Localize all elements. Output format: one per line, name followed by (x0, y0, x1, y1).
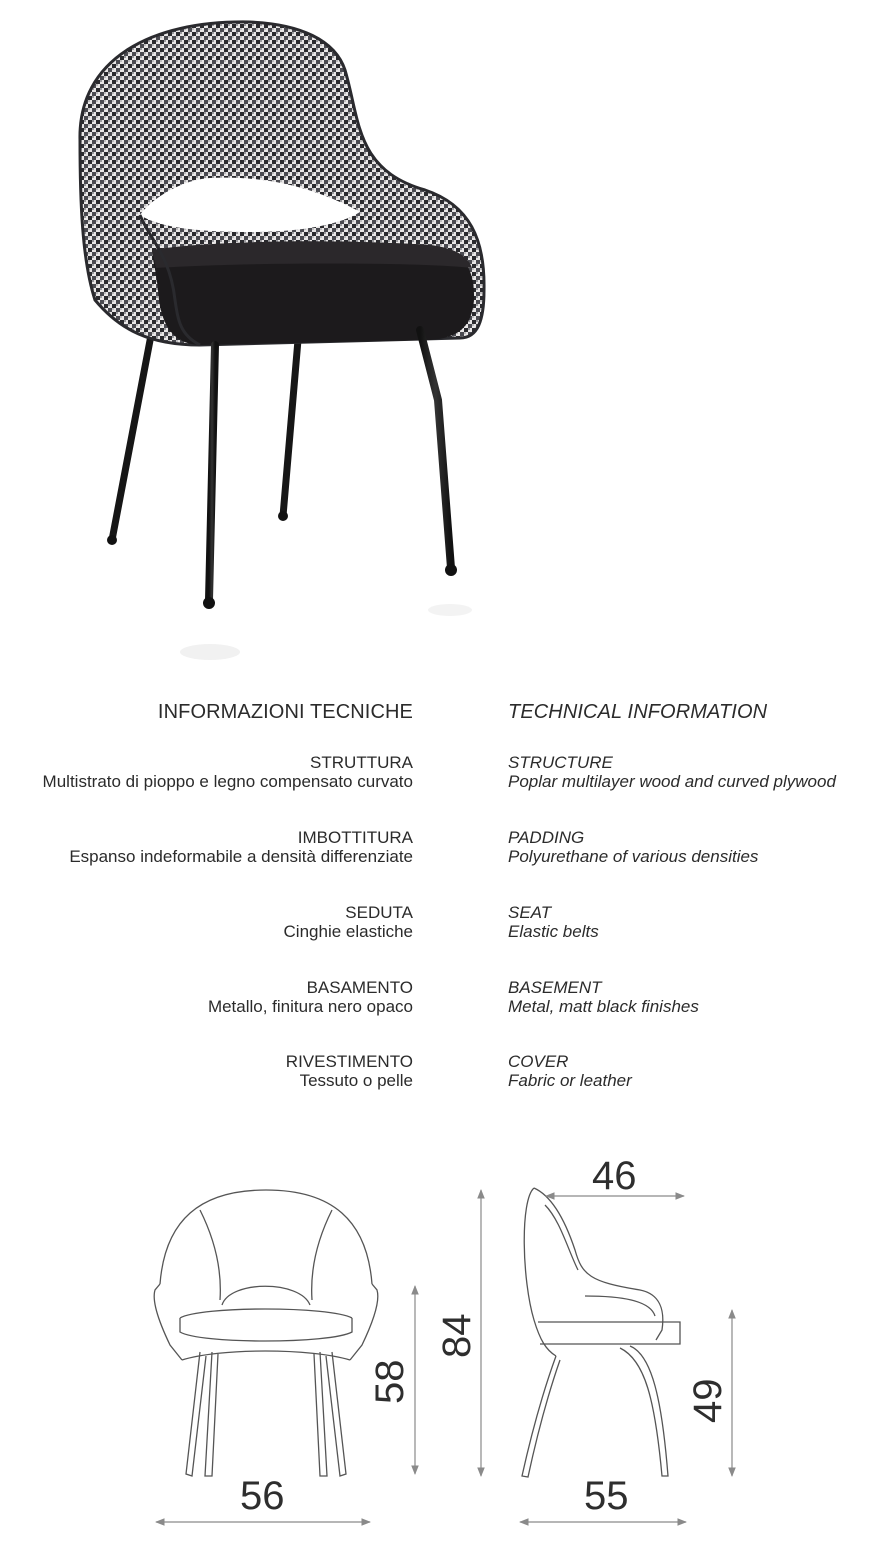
spec-item (508, 1052, 885, 1090)
spec-label: COVER (508, 1052, 569, 1071)
front-view-drawing (154, 1190, 378, 1476)
spec-label: RIVESTIMENTO (285, 1052, 413, 1071)
dim-front-arm-height: 58 (368, 1359, 412, 1404)
spec-value: Metallo, finitura nero opaco (207, 997, 413, 1016)
spec-label: STRUCTURE (508, 753, 613, 772)
spec-value: Metal, matt black finishes (508, 997, 699, 1016)
dim-side-top-depth: 46 (592, 1154, 637, 1198)
spec-label: STRUTTURA (310, 753, 413, 772)
side-view-drawing (522, 1188, 680, 1477)
spec-item (0, 1052, 413, 1090)
spec-item (0, 903, 413, 941)
spec-value: Cinghie elastiche (283, 922, 413, 941)
spec-item (508, 753, 885, 791)
spec-label: BASAMENTO (306, 978, 413, 997)
spec-label: BASEMENT (508, 978, 602, 997)
spec-item (0, 828, 413, 866)
dim-total-height: 84 (435, 1313, 479, 1358)
spec-value: Poplar multilayer wood and curved plywood (508, 772, 836, 791)
spec-label: PADDING (508, 828, 585, 847)
dim-front-width: 56 (240, 1474, 285, 1518)
technical-info-english (508, 700, 885, 724)
spec-value: Polyurethane of various densities (508, 847, 759, 866)
spec-label: IMBOTTITURA (297, 828, 413, 847)
spec-item (508, 828, 885, 866)
technical-info-italian (0, 700, 413, 724)
spec-value: Elastic belts (508, 922, 599, 941)
product-photo-chair (0, 0, 885, 680)
spec-value: Tessuto o pelle (299, 1071, 413, 1090)
spec-value: Multistrato di pioppo e legno compensato curvato (42, 772, 413, 791)
section-heading-english: TECHNICAL INFORMATION (508, 701, 768, 723)
spec-item (508, 978, 885, 1016)
spec-item (508, 903, 885, 941)
spec-item (0, 753, 413, 791)
dim-seat-height: 49 (686, 1378, 730, 1423)
section-heading-italian: INFORMAZIONI TECNICHE (157, 701, 413, 723)
spec-label: SEAT (508, 903, 552, 922)
dim-side-depth: 55 (584, 1474, 629, 1518)
spec-value: Espanso indeformabile a densità differenziate (69, 847, 413, 866)
spec-label: SEDUTA (345, 903, 413, 922)
spec-value: Fabric or leather (508, 1071, 632, 1090)
spec-item (0, 978, 413, 1016)
